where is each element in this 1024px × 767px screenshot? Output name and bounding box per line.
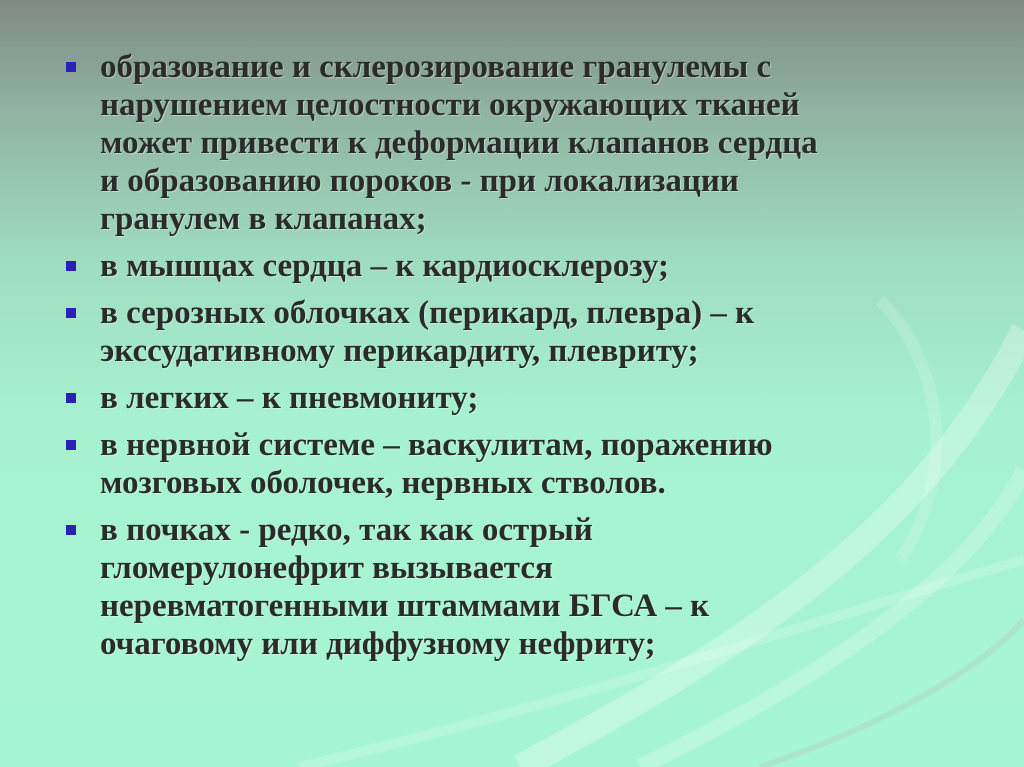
bullet-text-line: в почках - редко, так как острый: [100, 512, 593, 548]
bullet-text-line: и образованию пороков - при локализации: [100, 163, 739, 199]
bullet-text-line: может привести к деформации клапанов сердца: [100, 125, 818, 161]
bullet-text-line: гломерулонефрит вызывается: [100, 550, 553, 586]
bullet-text-line: очаговому или диффузному нефриту;: [100, 626, 656, 662]
bullet-item-kidneys: [62, 511, 992, 663]
bullet-text-line: гранулем в клапанах;: [100, 201, 427, 237]
slide-content: [62, 48, 992, 672]
bullet-item-lungs: [62, 379, 992, 417]
square-bullet-icon: [66, 440, 76, 450]
square-bullet-icon: [66, 393, 76, 403]
bullet-text-line: образование и склерозирование гранулемы с: [100, 49, 772, 85]
bullet-text-line: в мышцах сердца – к кардиосклерозу;: [100, 248, 669, 284]
bullet-item-heart-muscle: [62, 247, 992, 285]
square-bullet-icon: [66, 261, 76, 271]
bullet-list: [62, 48, 992, 663]
square-bullet-icon: [66, 308, 76, 318]
square-bullet-icon: [66, 62, 76, 72]
bullet-text-line: в серозных облочках (перикард, плевра) – к: [100, 295, 755, 331]
bullet-item-serous-membranes: [62, 294, 992, 370]
bullet-text-line: нарушением целостности окружающих тканей: [100, 87, 800, 123]
bullet-text-line: в легких – к пневмониту;: [100, 380, 479, 416]
bullet-text-line: в нервной системе – васкулитам, поражению: [100, 427, 773, 463]
square-bullet-icon: [66, 525, 76, 535]
bullet-item-granuloma: [62, 48, 992, 238]
bullet-item-nervous-system: [62, 426, 992, 502]
bullet-text-line: экссудативному перикардиту, плевриту;: [100, 333, 699, 369]
bullet-text-line: неревматогенными штаммами БГСА – к: [100, 588, 710, 624]
bullet-text-line: мозговых оболочек, нервных стволов.: [100, 465, 666, 501]
